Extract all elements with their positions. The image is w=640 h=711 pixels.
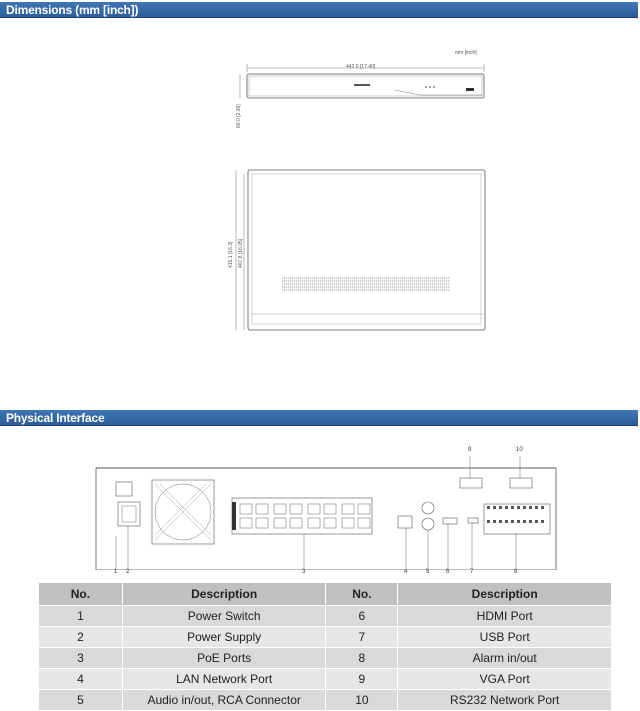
top-view-drawing (0, 160, 640, 340)
header-no-1: No. (39, 583, 123, 606)
table-cell: 5 (39, 690, 123, 711)
callout-6: 6 (446, 569, 450, 575)
interface-table (38, 582, 612, 711)
dimensions-title: Dimensions (mm [inch]) (6, 3, 139, 17)
callout-2: 2 (126, 569, 130, 575)
table-row (39, 606, 612, 627)
interface-section-header (0, 410, 638, 426)
table-cell: Power Switch (122, 606, 326, 627)
unit-note: mm [inch] (455, 50, 477, 56)
table-cell: Alarm in/out (398, 648, 612, 669)
table-cell: HDMI Port (398, 606, 612, 627)
table-cell: 8 (326, 648, 398, 669)
interface-title: Physical Interface (6, 411, 105, 425)
dimensions-section-header (0, 2, 638, 18)
table-row (39, 627, 612, 648)
table-cell: 6 (326, 606, 398, 627)
table-cell: 3 (39, 648, 123, 669)
header-description-2: Description (398, 583, 612, 606)
depth-outer-label: 415.1 [16.3] (228, 241, 234, 268)
table-cell: VGA Port (398, 669, 612, 690)
rear-panel-drawing (0, 440, 640, 570)
table-cell: USB Port (398, 627, 612, 648)
table-cell: 9 (326, 669, 398, 690)
table-cell: 1 (39, 606, 123, 627)
table-row (39, 648, 612, 669)
header-no-2: No. (326, 583, 398, 606)
table-header-row (39, 583, 612, 606)
table-cell: RS232 Network Port (398, 690, 612, 711)
height-dimension-label: 60.0 [2.36] (236, 104, 242, 128)
table-cell: 7 (326, 627, 398, 648)
table-row (39, 669, 612, 690)
table-cell: PoE Ports (122, 648, 326, 669)
callout-10: 10 (516, 447, 523, 453)
callout-5: 5 (426, 569, 430, 575)
callout-9: 9 (468, 447, 472, 453)
table-cell: Audio in/out, RCA Connector (122, 690, 326, 711)
table-cell: 2 (39, 627, 123, 648)
callout-3: 3 (302, 569, 306, 575)
table-cell: LAN Network Port (122, 669, 326, 690)
front-view-drawing (0, 40, 640, 160)
table-row (39, 690, 612, 711)
callout-1: 1 (114, 569, 118, 575)
header-description-1: Description (122, 583, 326, 606)
width-dimension-label: 442.0 [17.40] (346, 64, 376, 70)
table-cell: 10 (326, 690, 398, 711)
table-cell: Power Supply (122, 627, 326, 648)
callout-8: 8 (514, 569, 518, 575)
depth-inner-label: 407.8 [16.05] (238, 238, 244, 268)
table-cell: 4 (39, 669, 123, 690)
callout-7: 7 (470, 569, 474, 575)
callout-4: 4 (404, 569, 408, 575)
